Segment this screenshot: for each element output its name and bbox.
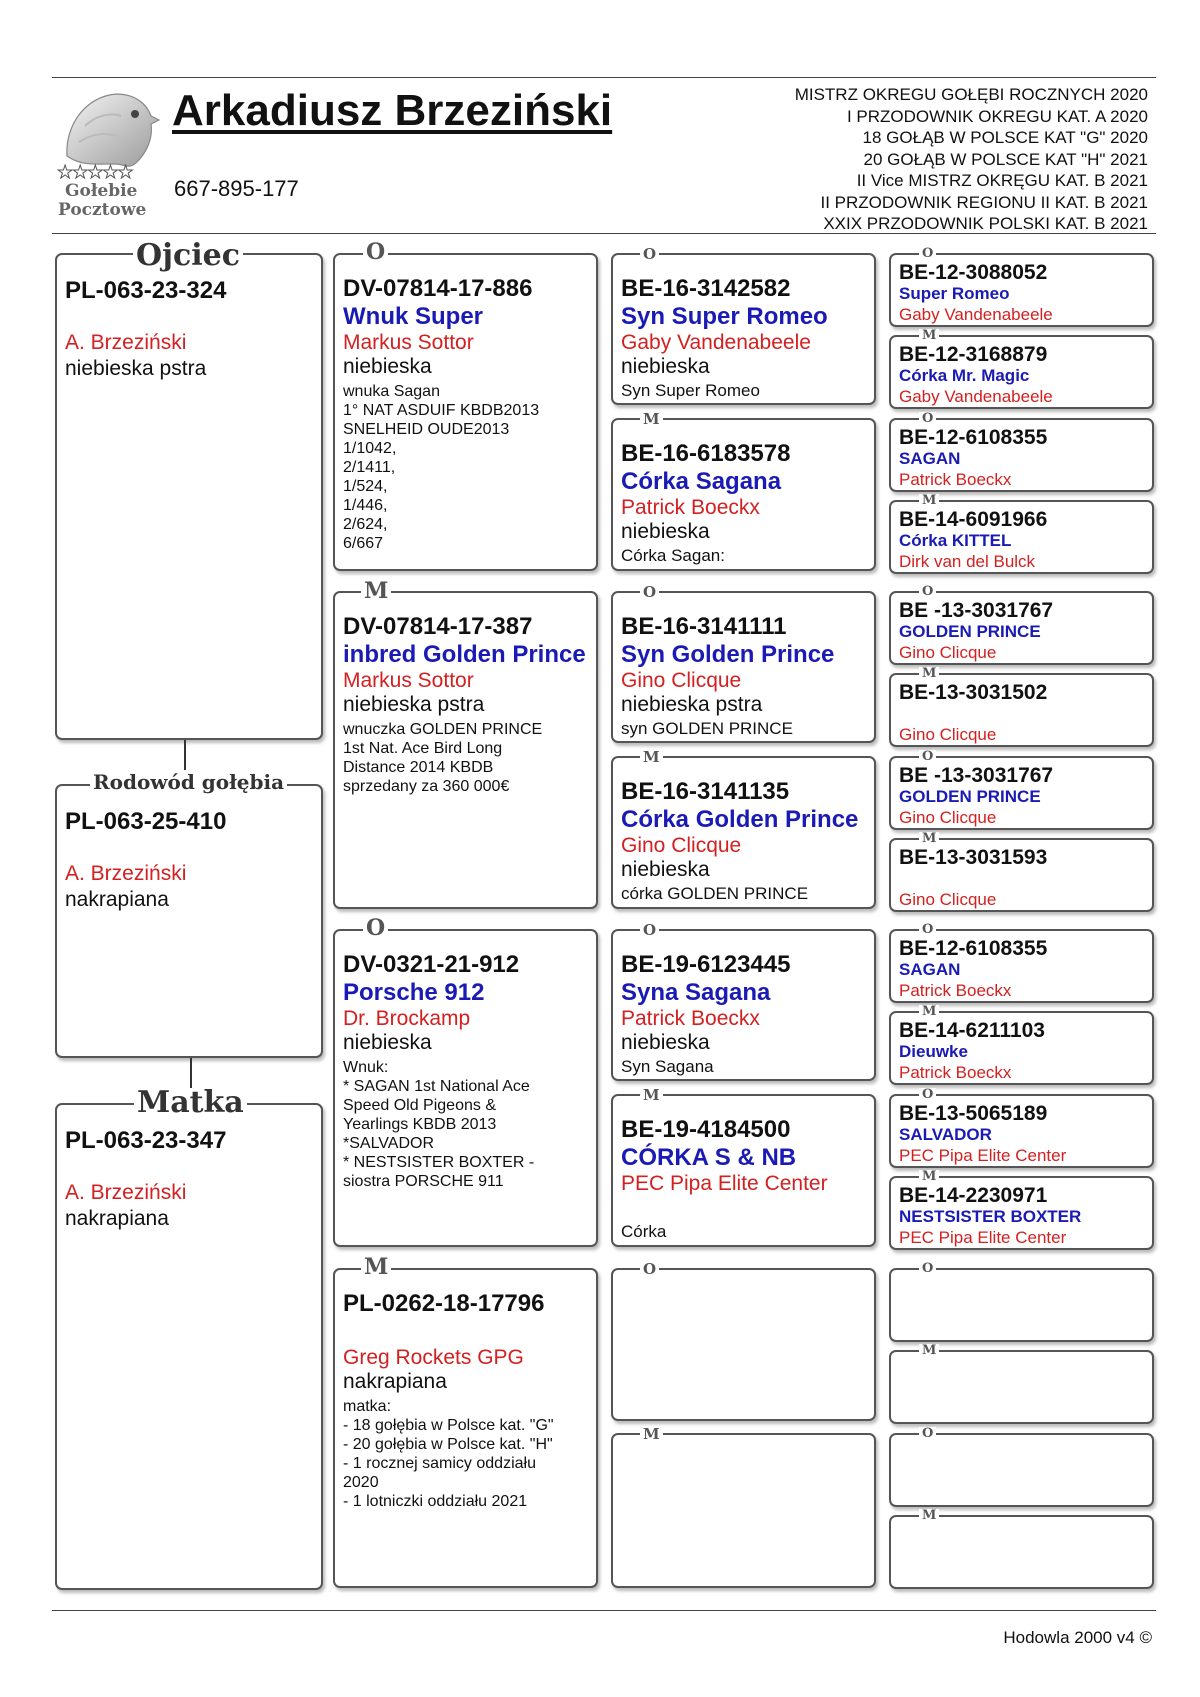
father-breeder: A. Brzeziński xyxy=(65,331,187,354)
dam-tag: M xyxy=(640,412,663,427)
gen3-color: niebieska xyxy=(621,520,710,543)
gen3-card-empty[interactable] xyxy=(611,1268,876,1421)
gen2-ring: DV-0321-21-912 xyxy=(343,951,520,978)
connector-line xyxy=(184,740,186,770)
gen3-notes: syn GOLDEN PRINCE xyxy=(621,719,793,738)
gen4-name: SAGAN xyxy=(899,960,961,979)
gen3-ring: BE-16-3141111 xyxy=(621,613,787,640)
dam-tag: M xyxy=(919,494,939,507)
gen3-color: niebieska pstra xyxy=(621,693,763,716)
dam-tag: M xyxy=(919,832,939,845)
sire-tag: O xyxy=(363,917,388,939)
gen3-breeder: Gaby Vandenabeele xyxy=(621,331,811,354)
sire-tag: O xyxy=(919,1088,936,1101)
gen4-breeder: Patrick Boeckx xyxy=(899,1063,1012,1082)
mother-card[interactable] xyxy=(55,1103,323,1590)
father-color: niebieska pstra xyxy=(65,357,207,380)
gen3-breeder: Gino Clicque xyxy=(621,834,742,857)
gen2-ring: DV-07814-17-886 xyxy=(343,275,533,302)
mother-breeder: A. Brzeziński xyxy=(65,1181,187,1204)
gen4-card[interactable] xyxy=(889,591,1154,665)
gen4-ring: BE-13-3031593 xyxy=(899,846,1048,869)
gen2-notes: wnuczka GOLDEN PRINCE 1st Nat. Ace Bird Long Distance 2014 KBDB sprzedany za 360 000€ xyxy=(343,721,543,795)
dam-tag: M xyxy=(919,1344,939,1357)
gen4-breeder: PEC Pipa Elite Center xyxy=(899,1146,1067,1165)
gen3-notes: córka GOLDEN PRINCE xyxy=(621,884,809,903)
sire-tag: O xyxy=(919,1427,936,1440)
sire-tag: O xyxy=(919,585,936,598)
gen2-color: niebieska xyxy=(343,1031,432,1054)
gen4-card-empty[interactable] xyxy=(889,1268,1154,1342)
gen2-name: inbred Golden Prince xyxy=(343,641,586,668)
gen4-ring: BE-14-6091966 xyxy=(899,508,1048,531)
dam-tag: M xyxy=(919,1005,939,1018)
father-ring: PL-063-23-324 xyxy=(65,277,227,304)
sire-tag: O xyxy=(919,750,936,763)
sire-tag: O xyxy=(919,923,936,936)
logo-text-line2: Pocztowe xyxy=(58,200,147,220)
gen3-ring: BE-16-6183578 xyxy=(621,440,791,467)
gen2-breeder: Greg Rockets GPG xyxy=(343,1346,524,1369)
gen3-card[interactable] xyxy=(611,1094,876,1247)
gen3-notes: Córka xyxy=(621,1222,667,1241)
gen4-card[interactable] xyxy=(889,929,1154,1003)
gen4-ring: BE-12-6108355 xyxy=(899,937,1048,960)
gen4-ring: BE-12-3168879 xyxy=(899,343,1048,366)
achievement: II PRZODOWNIK REGIONU II KAT. B 2021 xyxy=(820,192,1148,212)
gen4-name xyxy=(899,869,1146,889)
footer-credit: Hodowla 2000 v4 © xyxy=(1003,1628,1152,1647)
sire-tag: O xyxy=(919,247,936,260)
gen4-breeder: Gino Clicque xyxy=(899,890,997,909)
footer-rule xyxy=(52,1610,1156,1611)
gen3-card[interactable] xyxy=(611,929,876,1081)
gen3-breeder: Gino Clicque xyxy=(621,669,742,692)
pigeon-card[interactable] xyxy=(55,784,323,1058)
owner-phone: 667-895-177 xyxy=(174,176,299,201)
gen4-ring: BE -13-3031767 xyxy=(899,599,1054,622)
gen4-name: NESTSISTER BOXTER xyxy=(899,1207,1082,1226)
gen3-breeder: Patrick Boeckx xyxy=(621,496,760,519)
gen4-ring: BE-13-3031502 xyxy=(899,681,1048,704)
gen4-ring: BE-13-5065189 xyxy=(899,1102,1048,1125)
dam-tag: M xyxy=(919,1509,939,1522)
pigeon-ring: PL-063-25-410 xyxy=(65,808,227,835)
gen4-card-empty[interactable] xyxy=(889,1433,1154,1507)
gen2-notes: wnuka Sagan 1° NAT ASDUIF KBDB2013 SNELHEID OUDE2013 1/1042, 2/1411, 1/524, 1/446, 2/624, 6/667 xyxy=(343,383,540,552)
gen4-ring: BE-12-3088052 xyxy=(899,261,1048,284)
gen4-card[interactable] xyxy=(889,500,1154,574)
gen4-card[interactable] xyxy=(889,1176,1154,1250)
gen4-card[interactable] xyxy=(889,335,1154,409)
dam-tag: M xyxy=(640,750,663,765)
gen4-name: Super Romeo xyxy=(899,284,1010,303)
gen4-name: Dieuwke xyxy=(899,1042,968,1061)
gen4-name: Córka Mr. Magic xyxy=(899,366,1030,385)
gen3-notes: Córka Sagan: xyxy=(621,546,725,565)
sire-tag: O xyxy=(919,1262,936,1275)
gen3-notes: Syn Super Romeo xyxy=(621,381,760,400)
dam-tag: M xyxy=(361,580,391,602)
gen3-name: Córka Golden Prince xyxy=(621,806,859,833)
achievement: II Vice MISTRZ OKRĘGU KAT. B 2021 xyxy=(856,171,1148,190)
gen4-name: GOLDEN PRINCE xyxy=(899,787,1041,806)
gen3-color: niebieska xyxy=(621,1031,710,1054)
dam-tag: M xyxy=(640,1088,663,1103)
father-card[interactable] xyxy=(55,253,323,740)
gen4-breeder: Patrick Boeckx xyxy=(899,981,1012,1000)
gen3-color: niebieska xyxy=(621,858,710,881)
mother-label: Matka xyxy=(134,1088,247,1118)
gen4-name: GOLDEN PRINCE xyxy=(899,622,1041,641)
dam-tag: M xyxy=(919,667,939,680)
gen2-color: niebieska pstra xyxy=(343,693,485,716)
gen3-breeder: PEC Pipa Elite Center xyxy=(621,1172,828,1195)
gen3-ring: BE-19-6123445 xyxy=(621,951,791,978)
gen4-ring: BE -13-3031767 xyxy=(899,764,1054,787)
gen4-breeder: PEC Pipa Elite Center xyxy=(899,1228,1067,1247)
gen3-ring: BE-16-3141135 xyxy=(621,778,790,805)
gen2-notes: matka: - 18 gołębia w Polsce kat. "G" - 20 gołębia w Polsce kat. "H" - 1 rocznej samicy oddziału 2020 - 1 lotniczki oddziału 2021 xyxy=(343,1398,554,1510)
gen4-breeder: Gaby Vandenabeele xyxy=(899,305,1053,324)
sire-tag: O xyxy=(640,1262,659,1277)
header-rule xyxy=(52,233,1156,234)
gen3-name: Syn Golden Prince xyxy=(621,641,835,668)
gen4-name: SALVADOR xyxy=(899,1125,992,1144)
gen3-breeder: Patrick Boeckx xyxy=(621,1007,760,1030)
sire-tag: O xyxy=(640,585,659,600)
dam-tag: M xyxy=(640,1427,663,1442)
achievement: MISTRZ OKREGU GOŁĘBI ROCZNYCH 2020 xyxy=(794,85,1148,104)
owner-name: Arkadiusz Brzeziński xyxy=(172,86,613,135)
gen4-card-empty[interactable] xyxy=(889,1350,1154,1424)
gen2-notes: Wnuk: * SAGAN 1st National Ace Speed Old Pigeons & Yearlings KBDB 2013 *SALVADOR * NESTSISTER BOXTER - siostra PORSCHE 911 xyxy=(343,1059,535,1190)
gen2-breeder: Markus Sottor xyxy=(343,669,474,692)
gen3-ring: BE-16-3142582 xyxy=(621,275,791,302)
gen2-card[interactable] xyxy=(333,591,598,909)
gen2-breeder: Markus Sottor xyxy=(343,331,474,354)
pigeon-breeder: A. Brzeziński xyxy=(65,862,187,885)
pigeon-logo xyxy=(55,86,163,226)
gen4-breeder: Gino Clicque xyxy=(899,725,997,744)
gen3-card[interactable] xyxy=(611,418,876,571)
dam-tag: M xyxy=(361,1256,391,1278)
gen2-ring: PL-0262-18-17796 xyxy=(343,1290,545,1317)
gen4-name: SAGAN xyxy=(899,449,961,468)
gen3-color xyxy=(621,1196,868,1220)
gen4-name xyxy=(899,704,1146,724)
gen3-ring: BE-19-4184500 xyxy=(621,1116,791,1143)
gen4-ring: BE-12-6108355 xyxy=(899,426,1048,449)
gen4-breeder: Dirk van del Bulck xyxy=(899,552,1036,571)
achievement: I PRZODOWNIK OKREGU KAT. A 2020 xyxy=(846,106,1148,126)
gen4-card-empty[interactable] xyxy=(889,1515,1154,1589)
gen2-card[interactable] xyxy=(333,253,598,571)
gen2-name xyxy=(343,1318,590,1346)
sire-tag: O xyxy=(640,247,659,262)
gen4-breeder: Patrick Boeckx xyxy=(899,470,1012,489)
gen2-ring: DV-07814-17-387 xyxy=(343,613,533,640)
gen3-color: niebieska xyxy=(621,355,710,378)
gen2-color: nakrapiana xyxy=(343,1370,447,1393)
achievements-list xyxy=(678,84,1148,235)
gen4-card[interactable] xyxy=(889,1094,1154,1168)
gen4-card[interactable] xyxy=(889,418,1154,492)
achievement: XXIX PRZODOWNIK POLSKI KAT. B 2021 xyxy=(823,214,1148,233)
father-label: Ojciec xyxy=(133,241,243,271)
gen3-card[interactable] xyxy=(611,591,876,743)
gen3-notes: Syn Sagana xyxy=(621,1057,714,1076)
gen2-breeder: Dr. Brockamp xyxy=(343,1007,471,1030)
mother-color: nakrapiana xyxy=(65,1207,169,1230)
gen4-ring: BE-14-2230971 xyxy=(899,1184,1048,1207)
gen3-name: Syna Sagana xyxy=(621,979,771,1006)
gen2-name: Porsche 912 xyxy=(343,979,485,1006)
gen4-card[interactable] xyxy=(889,838,1154,912)
gen3-card-empty[interactable] xyxy=(611,1433,876,1588)
gen2-name: Wnuk Super xyxy=(343,303,484,330)
gen4-card[interactable] xyxy=(889,1011,1154,1085)
gen4-breeder: Gino Clicque xyxy=(899,643,997,662)
sire-tag: O xyxy=(363,241,388,263)
pigeon-label: Rodowód gołębia xyxy=(90,772,287,792)
logo-text-line1: Gołebie xyxy=(65,181,138,201)
gen3-name: Syn Super Romeo xyxy=(621,303,828,330)
achievement: 18 GOŁĄB W POLSCE KAT "G" 2020 xyxy=(862,128,1148,147)
gen4-card[interactable] xyxy=(889,253,1154,327)
gen4-ring: BE-14-6211103 xyxy=(899,1019,1045,1042)
dam-tag: M xyxy=(919,329,939,342)
gen3-name: Córka Sagana xyxy=(621,468,782,495)
gen2-card[interactable] xyxy=(333,1268,598,1588)
sire-tag: O xyxy=(919,412,936,425)
sire-tag: O xyxy=(640,923,659,938)
gen2-color: niebieska xyxy=(343,355,432,378)
gen4-card[interactable] xyxy=(889,756,1154,830)
pigeon-color: nakrapiana xyxy=(65,888,169,911)
gen4-name: Córka KITTEL xyxy=(899,531,1012,550)
mother-ring: PL-063-23-347 xyxy=(65,1127,227,1154)
gen3-card[interactable] xyxy=(611,253,876,405)
logo-stars: ★★★★★ xyxy=(57,162,133,182)
gen4-breeder: Gino Clicque xyxy=(899,808,997,827)
gen4-card[interactable] xyxy=(889,673,1154,747)
gen3-name: CÓRKA S & NB xyxy=(621,1144,797,1171)
dam-tag: M xyxy=(919,1170,939,1183)
achievement: 20 GOŁĄB W POLSCE KAT "H" 2021 xyxy=(863,149,1148,169)
gen4-breeder: Gaby Vandenabeele xyxy=(899,387,1053,406)
top-rule xyxy=(52,77,1156,78)
gen2-card[interactable] xyxy=(333,929,598,1247)
gen3-card[interactable] xyxy=(611,756,876,909)
